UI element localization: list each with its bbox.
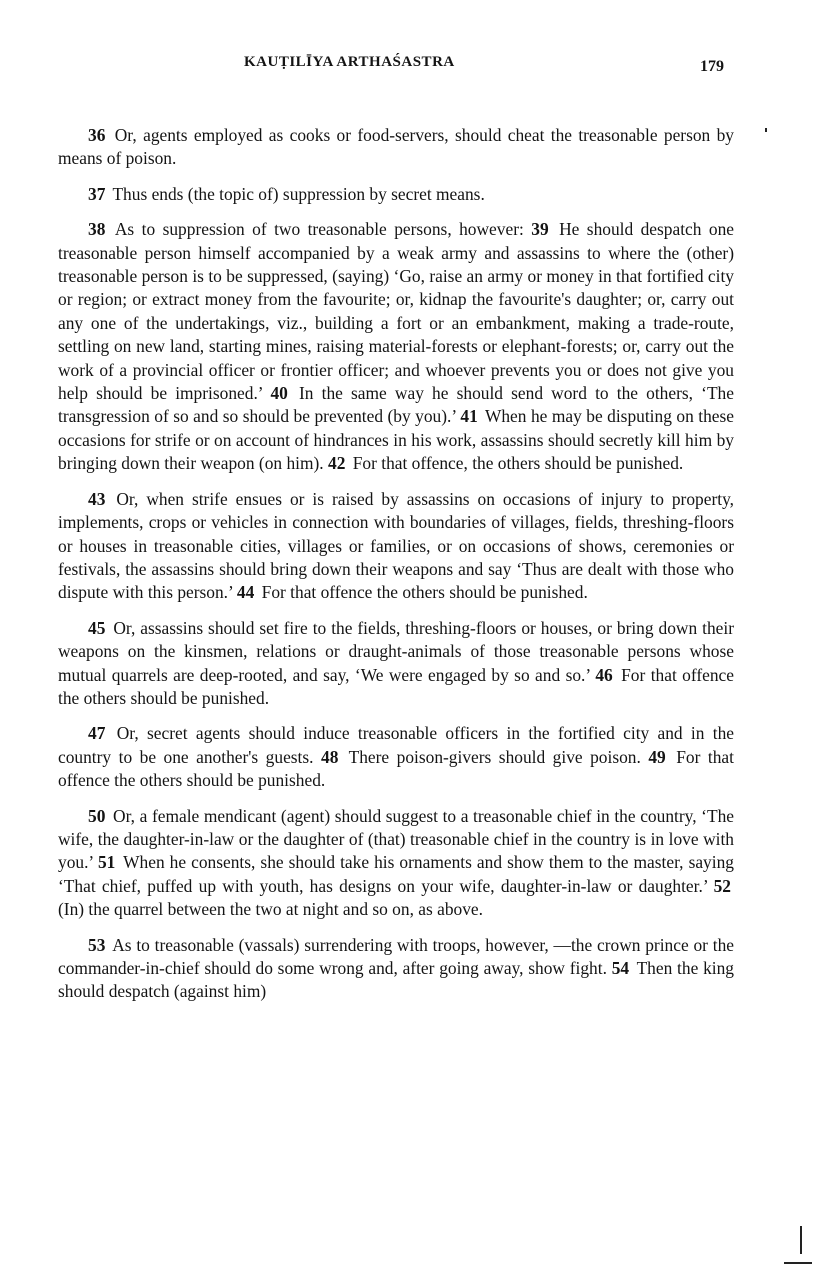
sentence-number: 43 [88,488,106,509]
paragraph [58,722,734,792]
sentence-text: In the same way he should send word to the others, ‘The transgression of so and so should be prevented (by you).’ [58,383,734,427]
sentence-text: (In) the quarrel between the two at night and so on, as above. [58,899,483,920]
sentence-text: Or, agents employed as cooks or food-servers, should cheat the treasonable person by means of poison. [58,125,734,169]
sentence-number: 39 [531,219,549,240]
sentence-text: Or, assassins should set fire to the fields, threshing-floors or houses, or bring down their weapons on the kinsmen, relations or draught-animals of those treasonable persons whose mutual quarrels are deep-rooted, and say, ‘We were engaged by so and so.’ [58,617,734,685]
paragraph [58,617,734,711]
sentence-number: 44 [236,582,255,603]
sentence-number: 47 [88,723,106,744]
sentence-text: For that offence the others should be punished. [58,664,734,708]
sentence-text: Or, when strife ensues or is raised by assassins on occasions of injury to property, implements, crops or vehicles in connection with boundaries of villages, fields, threshing-floors or houses in treasonable cities, villages or families, or on occasions of shows, ceremonies or festivals, the assassins should bring down their weapons and say ‘Thus are dealt with those who dispute with this person.’ [58,488,734,603]
sentence-text: Then the king should despatch (against him) [58,958,734,1002]
sentence-text: There poison-givers should give poison. [348,746,641,767]
sentence-text: When he consents, she should take his ornaments and show them to the master, saying ‘That chief, puffed up with youth, has designs on your wife, daughter-in-law or daughter.’ [58,852,734,896]
sentence-text: For that offence the others should be punished. [261,582,588,603]
sentence-number: 48 [321,746,339,767]
sentence-number: 36 [88,125,106,145]
sentence-number: 45 [88,617,106,638]
sentence-number: 42 [328,453,346,474]
sentence-text: When he may be disputing on these occasions for strife or on account of hindrances in his work, assassins should secretly kill him by bringing down their weapon (on him). [58,406,734,474]
sentence-number: 54 [611,958,630,978]
sentence-number: 50 [88,805,106,826]
sentence-number: 51 [97,852,116,873]
margin-tick-mark [784,1262,812,1264]
sentence-number: 40 [270,383,288,404]
sentence-text: As to suppression of two treasonable persons, however: [114,219,524,240]
running-title: KAUṬILĪYA ARTHAŚASTRA [244,54,455,70]
body-text [58,124,734,1016]
paragraph [58,124,734,171]
sentence-text: For that offence, the others should be punished. [352,453,684,474]
sentence-text: He should despatch one treasonable person himself accompanied by a weak army and assassins to where the (other) treasonable person is to be suppressed, (saying) ‘Go, raise an army or money in that fortified city or region; or extract money from the favourite; or, kidnap the favourite's daughter; or, carry out any one of the undertakings, viz., building a fort or an embankment, making a trade-route, settling on new land, starting mines, raising material-forests or elephant-forests; or, carry out the work of a provincial officer or frontier officer; and whoever prevents you or does not give you help should be imprisoned.’ [58,219,734,404]
paragraph [58,183,734,206]
sentence-number: 46 [595,664,613,685]
sentence-number: 52 [713,875,731,896]
running-head [0,54,816,78]
margin-tick-mark [800,1226,802,1254]
sentence-number: 37 [88,183,106,204]
sentence-text: Or, a female mendicant (agent) should suggest to a treasonable chief in the country, ‘The wife, the daughter-in-law or the daughter of (that) treasonable chief in the country is in love with you.’ [58,805,734,873]
sentence-number: 53 [88,934,106,955]
sentence-text: For that offence the others should be punished. [58,746,734,791]
sentence-text: Thus ends (the topic of) suppression by secret means. [112,183,485,204]
paragraph [58,488,734,605]
sentence-number: 38 [88,219,106,240]
paragraph [58,805,734,922]
sentence-text: As to treasonable (vassals) surrendering with troops, however, —the crown prince or the commander-in-chief should do some wrong and, after going away, show fight. [58,934,734,978]
paragraph [58,934,734,1004]
paragraph [58,218,734,475]
page-number: 179 [700,58,724,75]
sentence-text: Or, secret agents should induce treasonable officers in the fortified city and in the country to be one another's guests. [58,723,734,767]
margin-tick-mark [765,128,767,132]
sentence-number: 41 [460,406,478,427]
sentence-number: 49 [648,746,666,767]
